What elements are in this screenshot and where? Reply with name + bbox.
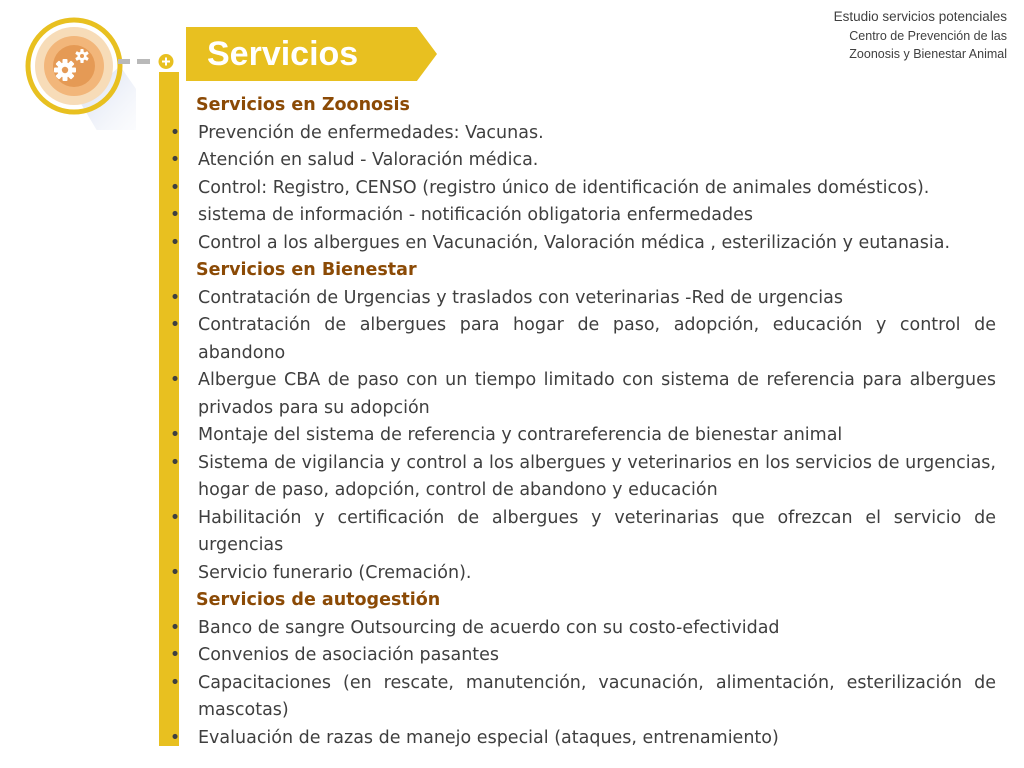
list-item-text: Atención en salud - Valoración médica. xyxy=(198,150,539,170)
bullet-icon: • xyxy=(169,452,181,473)
list-item-text: Prevención de enfermedades: Vacunas. xyxy=(198,122,544,143)
meta-line-2: Centro de Prevención de las xyxy=(849,28,1007,43)
bullet-icon: • xyxy=(169,562,181,583)
bullet-icon: • xyxy=(169,672,181,693)
list-item xyxy=(168,560,996,588)
list-item xyxy=(168,642,996,670)
bullet-icon: • xyxy=(169,727,181,748)
list-item xyxy=(168,312,996,367)
list-item-text: Montaje del sistema de referencia y contrareferencia de bienestar animal xyxy=(198,425,843,445)
list-item xyxy=(168,725,996,753)
list-item xyxy=(168,202,996,230)
list-item-text: Capacitaciones (en rescate, manutención, vacunación, alimentación, esterilización de mascotas) xyxy=(198,672,996,720)
bullet-icon: • xyxy=(169,232,181,253)
section-title-autogestion: Servicios de autogestión xyxy=(196,590,441,610)
list-item-text: Evaluación de razas de manejo especial (ataques, entrenamiento) xyxy=(198,727,779,748)
page-title: Servicios xyxy=(207,35,359,73)
list-item-text: Albergue CBA de paso con un tiempo limitado con sistema de referencia para albergues privados para su adopción xyxy=(198,370,996,418)
bullet-icon: • xyxy=(169,315,181,335)
bullet-icon: • xyxy=(169,370,181,390)
list-item xyxy=(168,367,996,422)
list-item xyxy=(168,615,996,643)
services-content xyxy=(168,92,996,752)
bullet-icon: • xyxy=(169,177,181,198)
list-item-text: Banco de sangre Outsourcing de acuerdo con su costo-efectividad xyxy=(198,617,780,638)
meta-line-3: Zoonosis y Bienestar Animal xyxy=(849,47,1007,61)
list-item xyxy=(168,120,996,148)
list-item-text: Habilitación y certificación de albergues y veterinarias que ofrezcan el servicio de urgencias xyxy=(198,507,996,555)
list-item-text: Control a los albergues en Vacunación, Valoración médica , esterilización y eutanasia. xyxy=(198,232,951,253)
section-title-zoonosis: Servicios en Zoonosis xyxy=(196,95,410,115)
bullet-icon: • xyxy=(169,287,181,308)
bullet-icon: • xyxy=(169,122,181,143)
slide-meta xyxy=(834,8,1007,64)
list-item-text: sistema de información - notificación obligatoria enfermedades xyxy=(198,205,754,225)
bullet-icon: • xyxy=(169,425,181,445)
section-title-bienestar: Servicios en Bienestar xyxy=(196,260,417,280)
list-item xyxy=(168,505,996,560)
plus-icon xyxy=(159,54,174,69)
list-bienestar xyxy=(168,285,996,588)
list-item xyxy=(168,230,996,258)
list-item-text: Sistema de vigilancia y control a los albergues y veterinarios en los servicios de urgencias, hogar de paso, adopción, control de abandono y educación xyxy=(198,452,996,500)
list-item-text: Contratación de albergues para hogar de paso, adopción, educación y control de abandono xyxy=(198,315,996,363)
list-zoonosis xyxy=(168,120,996,258)
list-item xyxy=(168,670,996,725)
bullet-icon: • xyxy=(169,507,181,528)
list-item-text: Contratación de Urgencias y traslados con veterinarias -Red de urgencias xyxy=(198,287,844,308)
list-item xyxy=(168,450,996,505)
list-item-text: Servicio funerario (Cremación). xyxy=(198,562,472,583)
bullet-icon: • xyxy=(169,617,181,638)
list-item xyxy=(168,147,996,175)
list-item xyxy=(168,285,996,313)
list-item xyxy=(168,175,996,203)
bullet-icon: • xyxy=(169,205,181,225)
connector-line xyxy=(118,60,182,62)
bullet-icon: • xyxy=(169,645,181,665)
meta-line-1: Estudio servicios potenciales xyxy=(833,9,1007,24)
list-item-text: Convenios de asociación pasantes xyxy=(198,645,500,665)
list-item xyxy=(168,422,996,450)
list-item-text: Control: Registro, CENSO (registro único de identificación de animales domésticos). xyxy=(198,177,930,198)
list-autogestion xyxy=(168,615,996,753)
bullet-icon: • xyxy=(169,150,181,170)
